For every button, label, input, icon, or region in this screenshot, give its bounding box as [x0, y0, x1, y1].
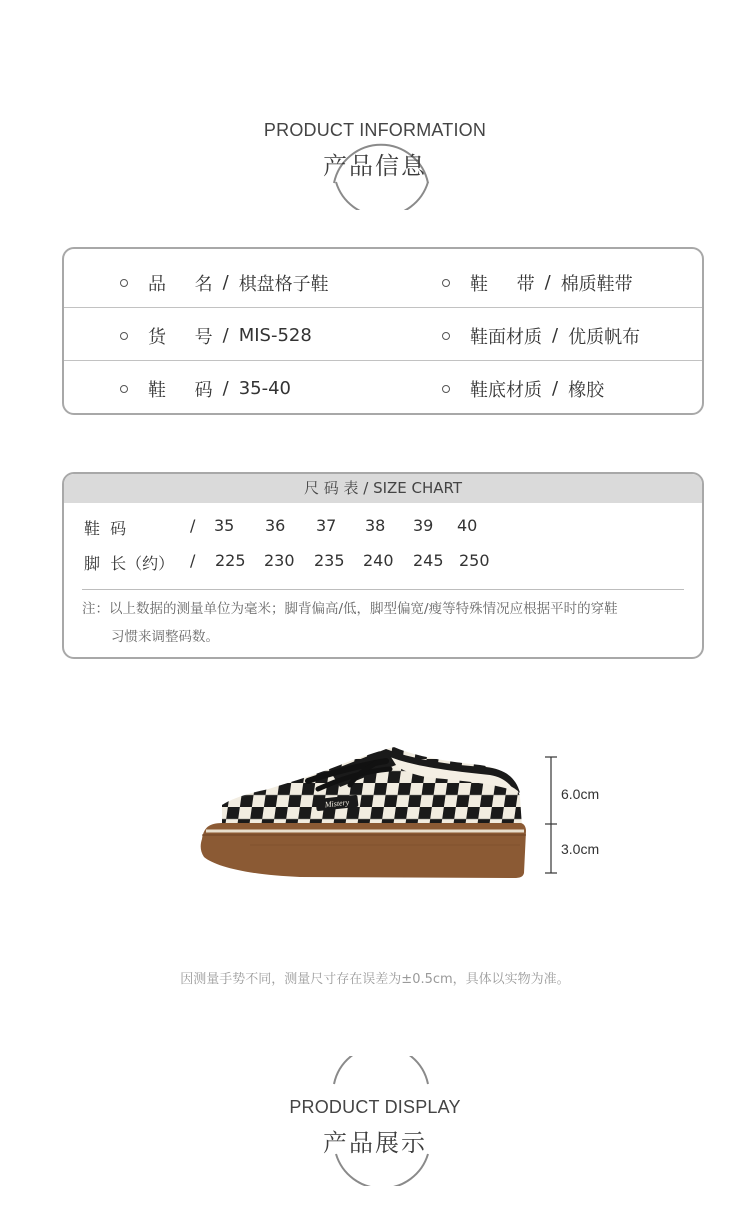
checkered-shoe-image — [190, 735, 550, 895]
info-key: 货 号 — [148, 326, 213, 348]
length-cell: 250 — [459, 551, 490, 570]
size-note-line: 注：以上数据的测量单位为毫米；脚背偏高/低，脚型偏宽/瘦等特殊情况应根据平时的穿鞋 — [82, 601, 618, 617]
info-separator: / — [222, 325, 229, 346]
size-chart-note — [82, 595, 692, 651]
info-value: 35-40 — [238, 378, 291, 399]
info-value: 棋盘格子鞋 — [238, 273, 329, 295]
info-cell-size — [120, 361, 291, 415]
bullet-icon — [442, 385, 450, 393]
info-separator: / — [552, 378, 559, 399]
size-cell: 35 — [214, 516, 235, 535]
size-row-label: 鞋 码 — [84, 519, 127, 538]
info-value: MIS-528 — [238, 325, 312, 346]
info-cell-sole — [442, 361, 604, 415]
size-chart — [62, 472, 704, 659]
length-cell: 230 — [264, 551, 295, 570]
bullet-icon — [120, 385, 128, 393]
shoe-sole — [201, 823, 526, 878]
info-value: 棉质鞋带 — [560, 273, 633, 295]
info-separator: / — [222, 272, 229, 293]
size-row-separator: / — [190, 516, 196, 535]
product-info-title-cn: 产品信息 — [323, 152, 427, 180]
header-arc-decoration — [0, 80, 750, 210]
info-key: 品 名 — [148, 273, 213, 295]
size-chart-title: 尺 码 表 / SIZE CHART — [64, 474, 702, 503]
length-cell: 225 — [215, 551, 246, 570]
info-value: 橡胶 — [568, 379, 605, 401]
bullet-icon — [120, 279, 128, 287]
product-info-header — [0, 80, 750, 210]
shoe-illustration — [190, 735, 600, 895]
bullet-icon — [442, 279, 450, 287]
info-value: 优质帆布 — [568, 326, 641, 348]
size-chart-divider — [82, 589, 684, 590]
info-key: 鞋 带 — [470, 273, 535, 295]
info-key: 鞋面材质 — [470, 326, 542, 348]
upper-height-label: 6.0cm — [561, 786, 600, 802]
info-separator: / — [544, 272, 551, 293]
info-cell-upper — [442, 308, 640, 363]
header-arc-decoration — [0, 1056, 750, 1186]
measurement-disclaimer: 因测量手势不同，测量尺寸存在误差为±0.5cm，具体以实物为准。 — [180, 972, 570, 987]
bullet-icon — [120, 332, 128, 340]
length-cell: 240 — [363, 551, 394, 570]
product-display-title-en: PRODUCT DISPLAY — [289, 1097, 461, 1117]
info-cell-name — [120, 255, 329, 310]
size-cell: 36 — [265, 516, 286, 535]
dimension-ruler — [538, 755, 568, 885]
info-row — [64, 360, 702, 415]
size-note-line: 习惯来调整码数。 — [111, 629, 219, 645]
length-cell: 235 — [314, 551, 345, 570]
info-cell-sku — [120, 308, 312, 363]
length-row-label: 脚 长（约） — [84, 554, 175, 573]
size-cell: 37 — [316, 516, 337, 535]
info-key: 鞋底材质 — [470, 379, 542, 401]
product-info-title-en: PRODUCT INFORMATION — [263, 120, 487, 140]
length-cell: 245 — [413, 551, 444, 570]
product-info-table — [62, 247, 704, 415]
product-display-header — [0, 1056, 750, 1186]
info-row — [64, 255, 702, 310]
bullet-icon — [442, 332, 450, 340]
info-key: 鞋 码 — [148, 379, 213, 401]
size-cell: 40 — [457, 516, 478, 535]
info-row — [64, 307, 702, 362]
shoe-brand-label: Mistery — [324, 797, 350, 810]
sole-height-label: 3.0cm — [561, 841, 600, 857]
info-separator: / — [552, 325, 559, 346]
info-cell-lace — [442, 255, 633, 310]
size-cell: 39 — [413, 516, 434, 535]
product-display-title-cn: 产品展示 — [323, 1129, 427, 1157]
size-cell: 38 — [365, 516, 386, 535]
length-row-separator: / — [190, 551, 196, 570]
shoe-upper — [222, 747, 522, 827]
info-separator: / — [222, 378, 229, 399]
